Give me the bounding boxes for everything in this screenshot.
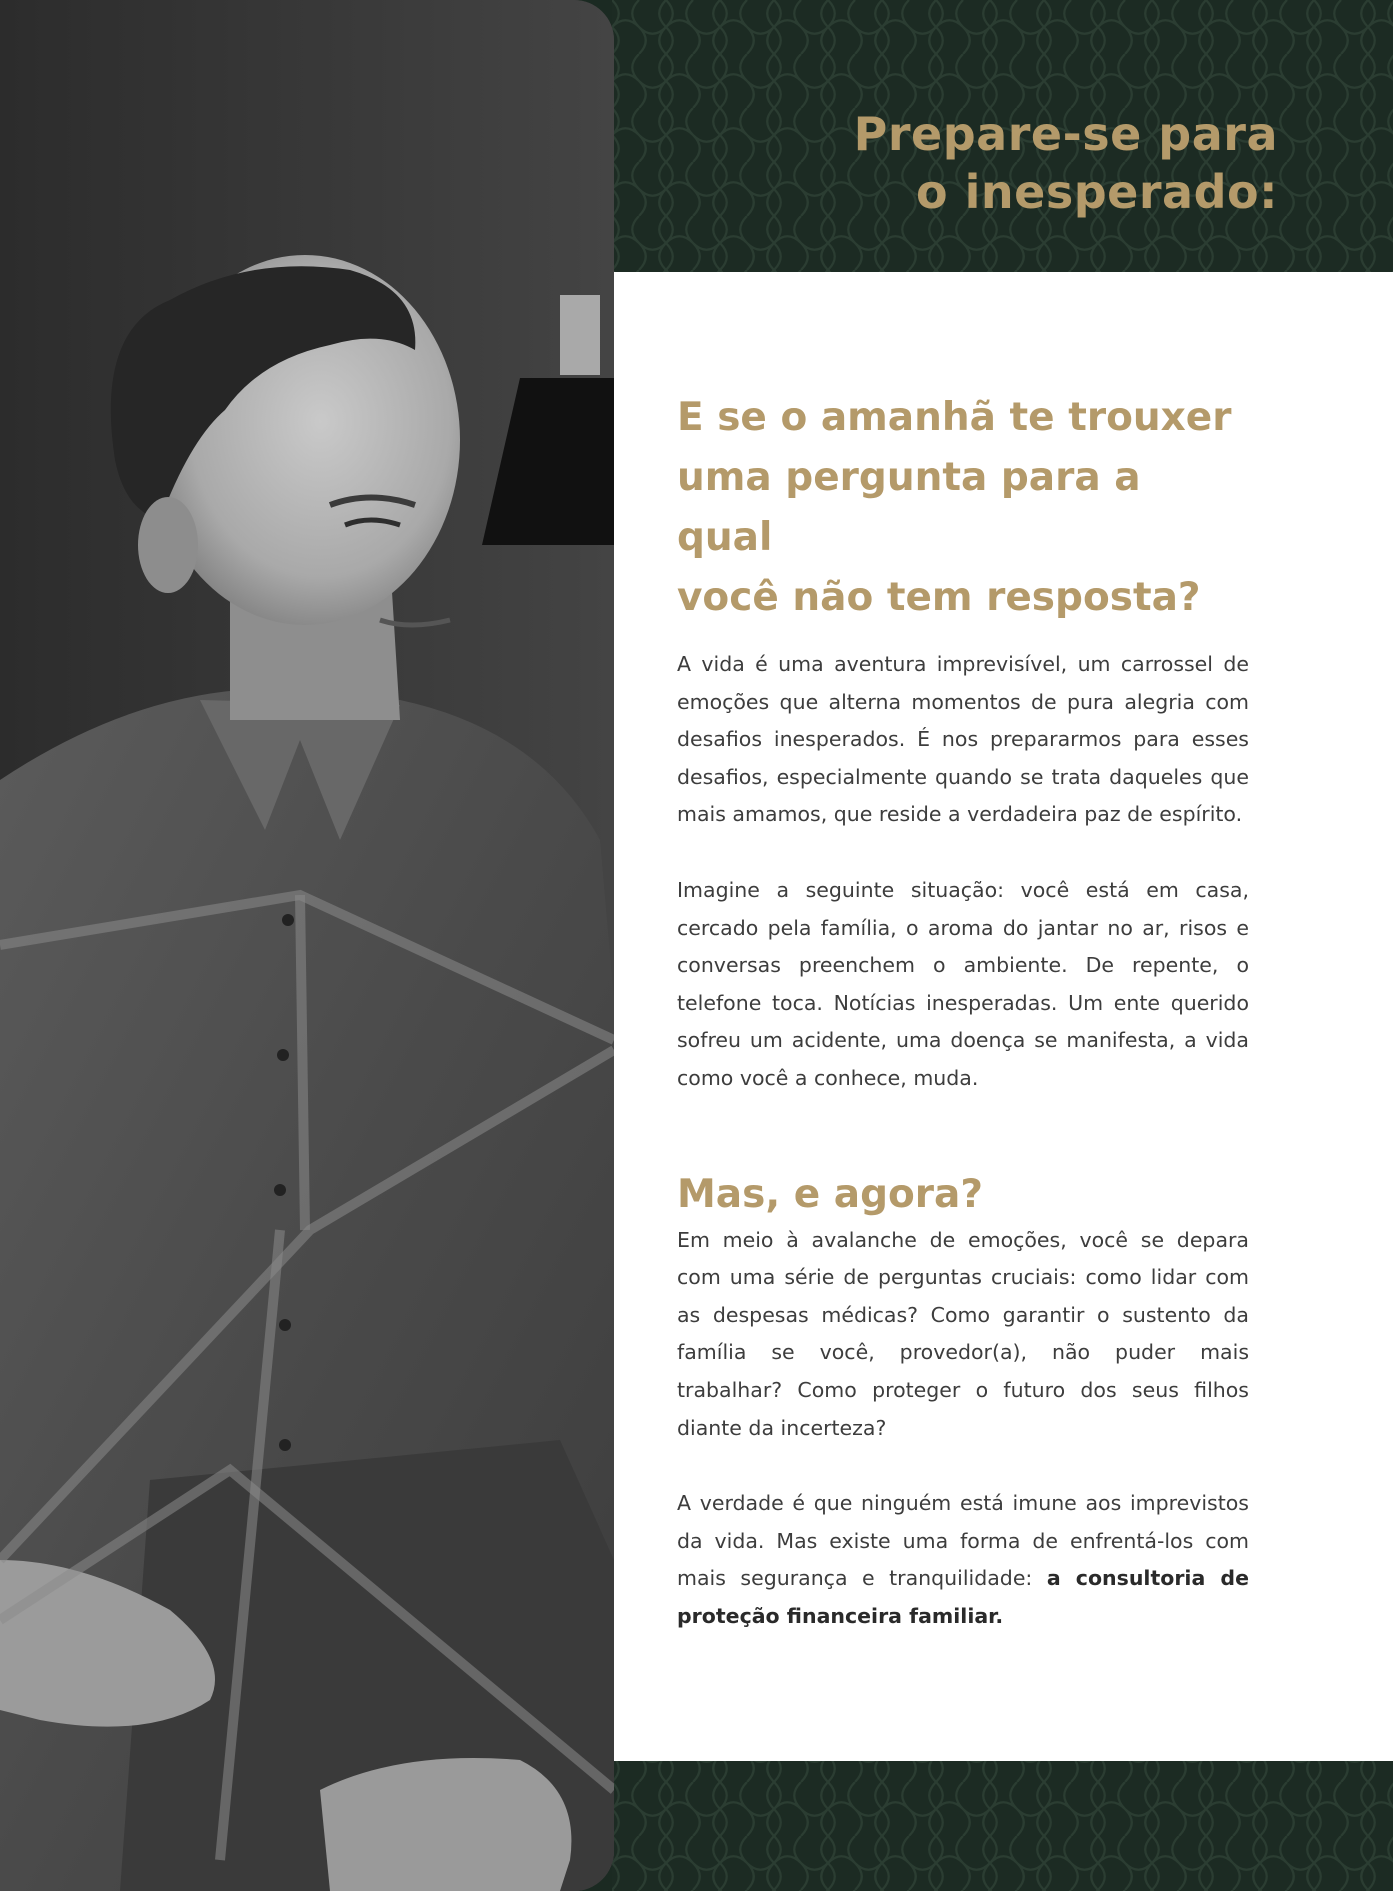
question-line2: uma pergunta para a qual <box>677 455 1141 560</box>
paragraph-conclusion <box>677 1485 1249 1635</box>
paragraph-situation: Imagine a seguinte situação: você está em casa, cercado pela família, o aroma do jantar no ar, risos e conversas preenchem o ambiente. De repente, o telefone toca. Notícias inesperadas. Um ente querido sofreu um acidente, uma doença se manifesta, a vida como você a conhece, muda. <box>677 877 1249 1090</box>
subheading: Mas, e agora? <box>677 1171 983 1217</box>
text-column <box>677 388 1249 1635</box>
question-line1: E se o amanhã te trouxer <box>677 395 1232 440</box>
portrait-photo <box>0 0 614 1891</box>
page-title <box>718 105 1278 221</box>
paragraph-conclusion-bold: a consultoria de proteção financeira familiar. <box>677 1566 1249 1628</box>
paragraph-questions: Em meio à avalanche de emoções, você se depara com uma série de perguntas cruciais: como lidar com as despesas médicas? Como garantir o sustento da família se você, provedor(a), não puder mais trabalhar? Como proteger o futuro dos seus filhos diante da incerteza? <box>677 1227 1249 1440</box>
question-line3: você não tem resposta? <box>677 575 1201 620</box>
paragraph-conclusion-text: A verdade é que ninguém está imune aos imprevistos da vida. Mas existe uma forma de enfrentá-los com mais segurança e tranquilidade: <box>677 1491 1249 1591</box>
question-heading <box>677 388 1249 628</box>
page-title-line1: Prepare-se para <box>853 107 1278 161</box>
page-title-line2: o inesperado: <box>916 165 1278 219</box>
paragraph-intro: A vida é uma aventura imprevisível, um carrossel de emoções que alterna momentos de pura alegria com desafios inesperados. É nos prepararmos para esses desafios, especialmente quando se trata daqueles que mais amamos, que reside a verdadeira paz de espírito. <box>677 652 1249 827</box>
